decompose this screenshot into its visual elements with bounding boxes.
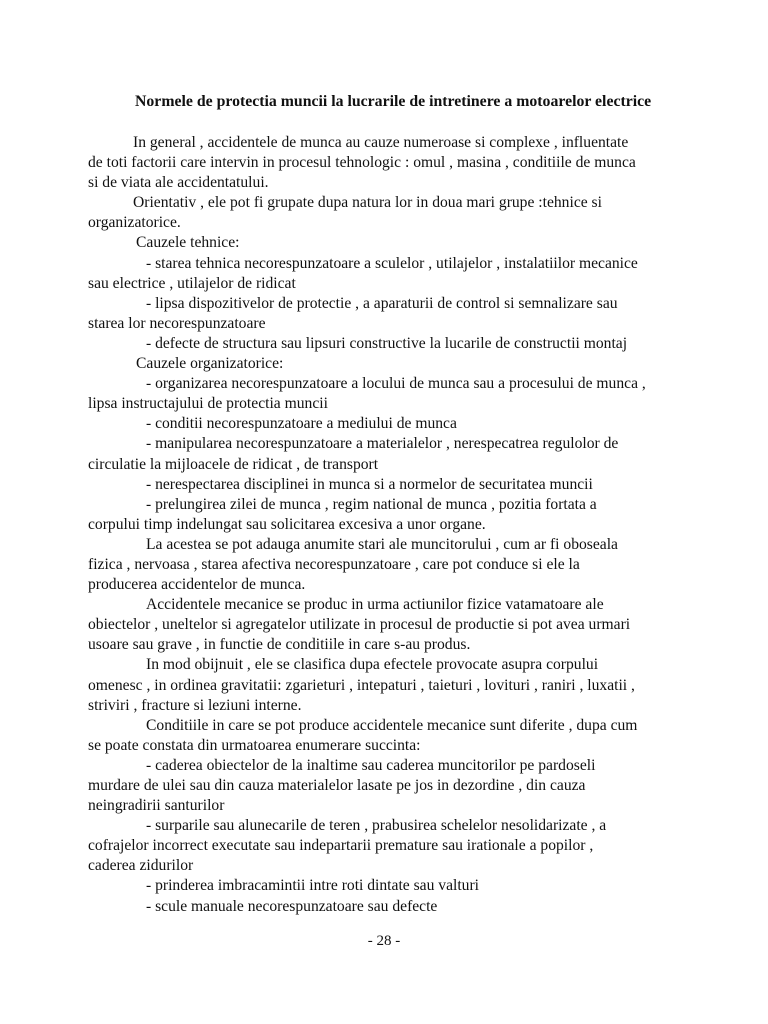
paragraph-line: striviri , fracture si leziuni interne. <box>88 696 302 714</box>
list-item: - prelungirea zilei de munca , regim national de munca , pozitia fortata a <box>146 495 597 513</box>
paragraph-line: In general , accidentele de munca au cauze numeroase si complexe , influentate <box>133 134 629 151</box>
list-item: - lipsa dispozitivelor de protectie , a aparaturii de control si semnalizare sau <box>146 294 618 312</box>
paragraph-line: Conditiile in care se pot produce accidentele mecanice sunt diferite , dupa cum <box>146 716 638 734</box>
paragraph-line: se poate constata din urmatoarea enumerare succinta: <box>88 736 421 754</box>
paragraph-line: organizatorice. <box>88 214 181 232</box>
page-title: Normele de protectia muncii la lucrarile de intretinere a motoarelor electrice <box>135 93 652 110</box>
list-item-continuation: caderea zidurilor <box>88 857 194 875</box>
list-item-continuation: corpului timp indelungat sau solicitarea excesiva a unor organe. <box>88 515 486 533</box>
list-item: - starea tehnica necorespunzatoare a sculelor , utilajelor , instalatiilor mecanice <box>146 254 638 272</box>
list-item-continuation: circulatie la mijloacele de ridicat , de transport <box>88 455 379 473</box>
list-item: - prinderea imbracamintii intre roti dintate sau valturi <box>146 877 479 895</box>
paragraph-line: producerea accidentelor de munca. <box>88 576 306 594</box>
list-item-continuation: neingradirii santurilor <box>88 797 225 815</box>
list-item: - defecte de structura sau lipsuri constructive la lucarile de constructii montaj <box>146 334 628 352</box>
section-heading: Cauzele tehnice: <box>136 234 240 252</box>
paragraph-line: obiectelor , uneltelor si agregatelor utilizate in procesul de productie si pot avea urmari <box>88 616 631 634</box>
list-item: - nerespectarea disciplinei in munca si a normelor de securitatea muncii <box>146 475 593 493</box>
paragraph-line: omenesc , in ordinea gravitatii: zgarieturi , intepaturi , taieturi , lovituri , raniri , luxatii , <box>88 676 635 694</box>
list-item: - organizarea necorespunzatoare a locului de munca sau a procesului de munca , <box>146 375 646 393</box>
paragraph-line: usoare sau grave , in functie de conditiile in care s-au produs. <box>88 636 471 654</box>
list-item-continuation: cofrajelor incorrect executate sau indepartarii premature sau irationale a popilor , <box>88 837 594 855</box>
page-number: - 28 - <box>367 933 401 949</box>
list-item: - scule manuale necorespunzatoare sau defecte <box>146 897 438 915</box>
list-item-continuation: lipsa instructajului de protectia muncii <box>88 395 328 413</box>
paragraph-line: si de viata ale accidentatului. <box>88 174 269 192</box>
list-item: - manipularea necorespunzatoare a materialelor , nerespecatrea regulolor de <box>146 435 619 453</box>
paragraph-line: In mod obijnuit , ele se clasifica dupa efectele provocate asupra corpului <box>146 656 599 674</box>
paragraph-line: Orientativ , ele pot fi grupate dupa natura lor in doua mari grupe :tehnice si <box>133 194 602 212</box>
paragraph-line: Accidentele mecanice se produc in urma actiunilor fizice vatamatoare ale <box>146 596 604 614</box>
section-heading: Cauzele organizatorice: <box>136 355 284 373</box>
document-body <box>88 133 748 917</box>
list-item-continuation: starea lor necorespunzatoare <box>88 314 266 332</box>
list-item-continuation: murdare de ulei sau din cauza materialelor lasate pe jos in dezordine , din cauza <box>88 777 586 794</box>
list-item: - surparile sau alunecarile de teren , prabusirea schelelor nesolidarizate , a <box>146 817 607 835</box>
paragraph-line: fizica , nervoasa , starea afectiva necorespunzatoare , care pot conduce si ele la <box>88 555 580 573</box>
list-item: - conditii necorespunzatoare a mediului de munca <box>146 415 457 433</box>
paragraph-line: La acestea se pot adauga anumite stari ale muncitorului , cum ar fi oboseala <box>146 535 618 553</box>
list-item-continuation: sau electrice , utilajelor de ridicat <box>88 274 296 292</box>
paragraph-line: de toti factorii care intervin in procesul tehnologic : omul , masina , conditiile de munca <box>88 154 636 172</box>
list-item: - caderea obiectelor de la inaltime sau caderea muncitorilor pe pardoseli <box>146 756 596 774</box>
